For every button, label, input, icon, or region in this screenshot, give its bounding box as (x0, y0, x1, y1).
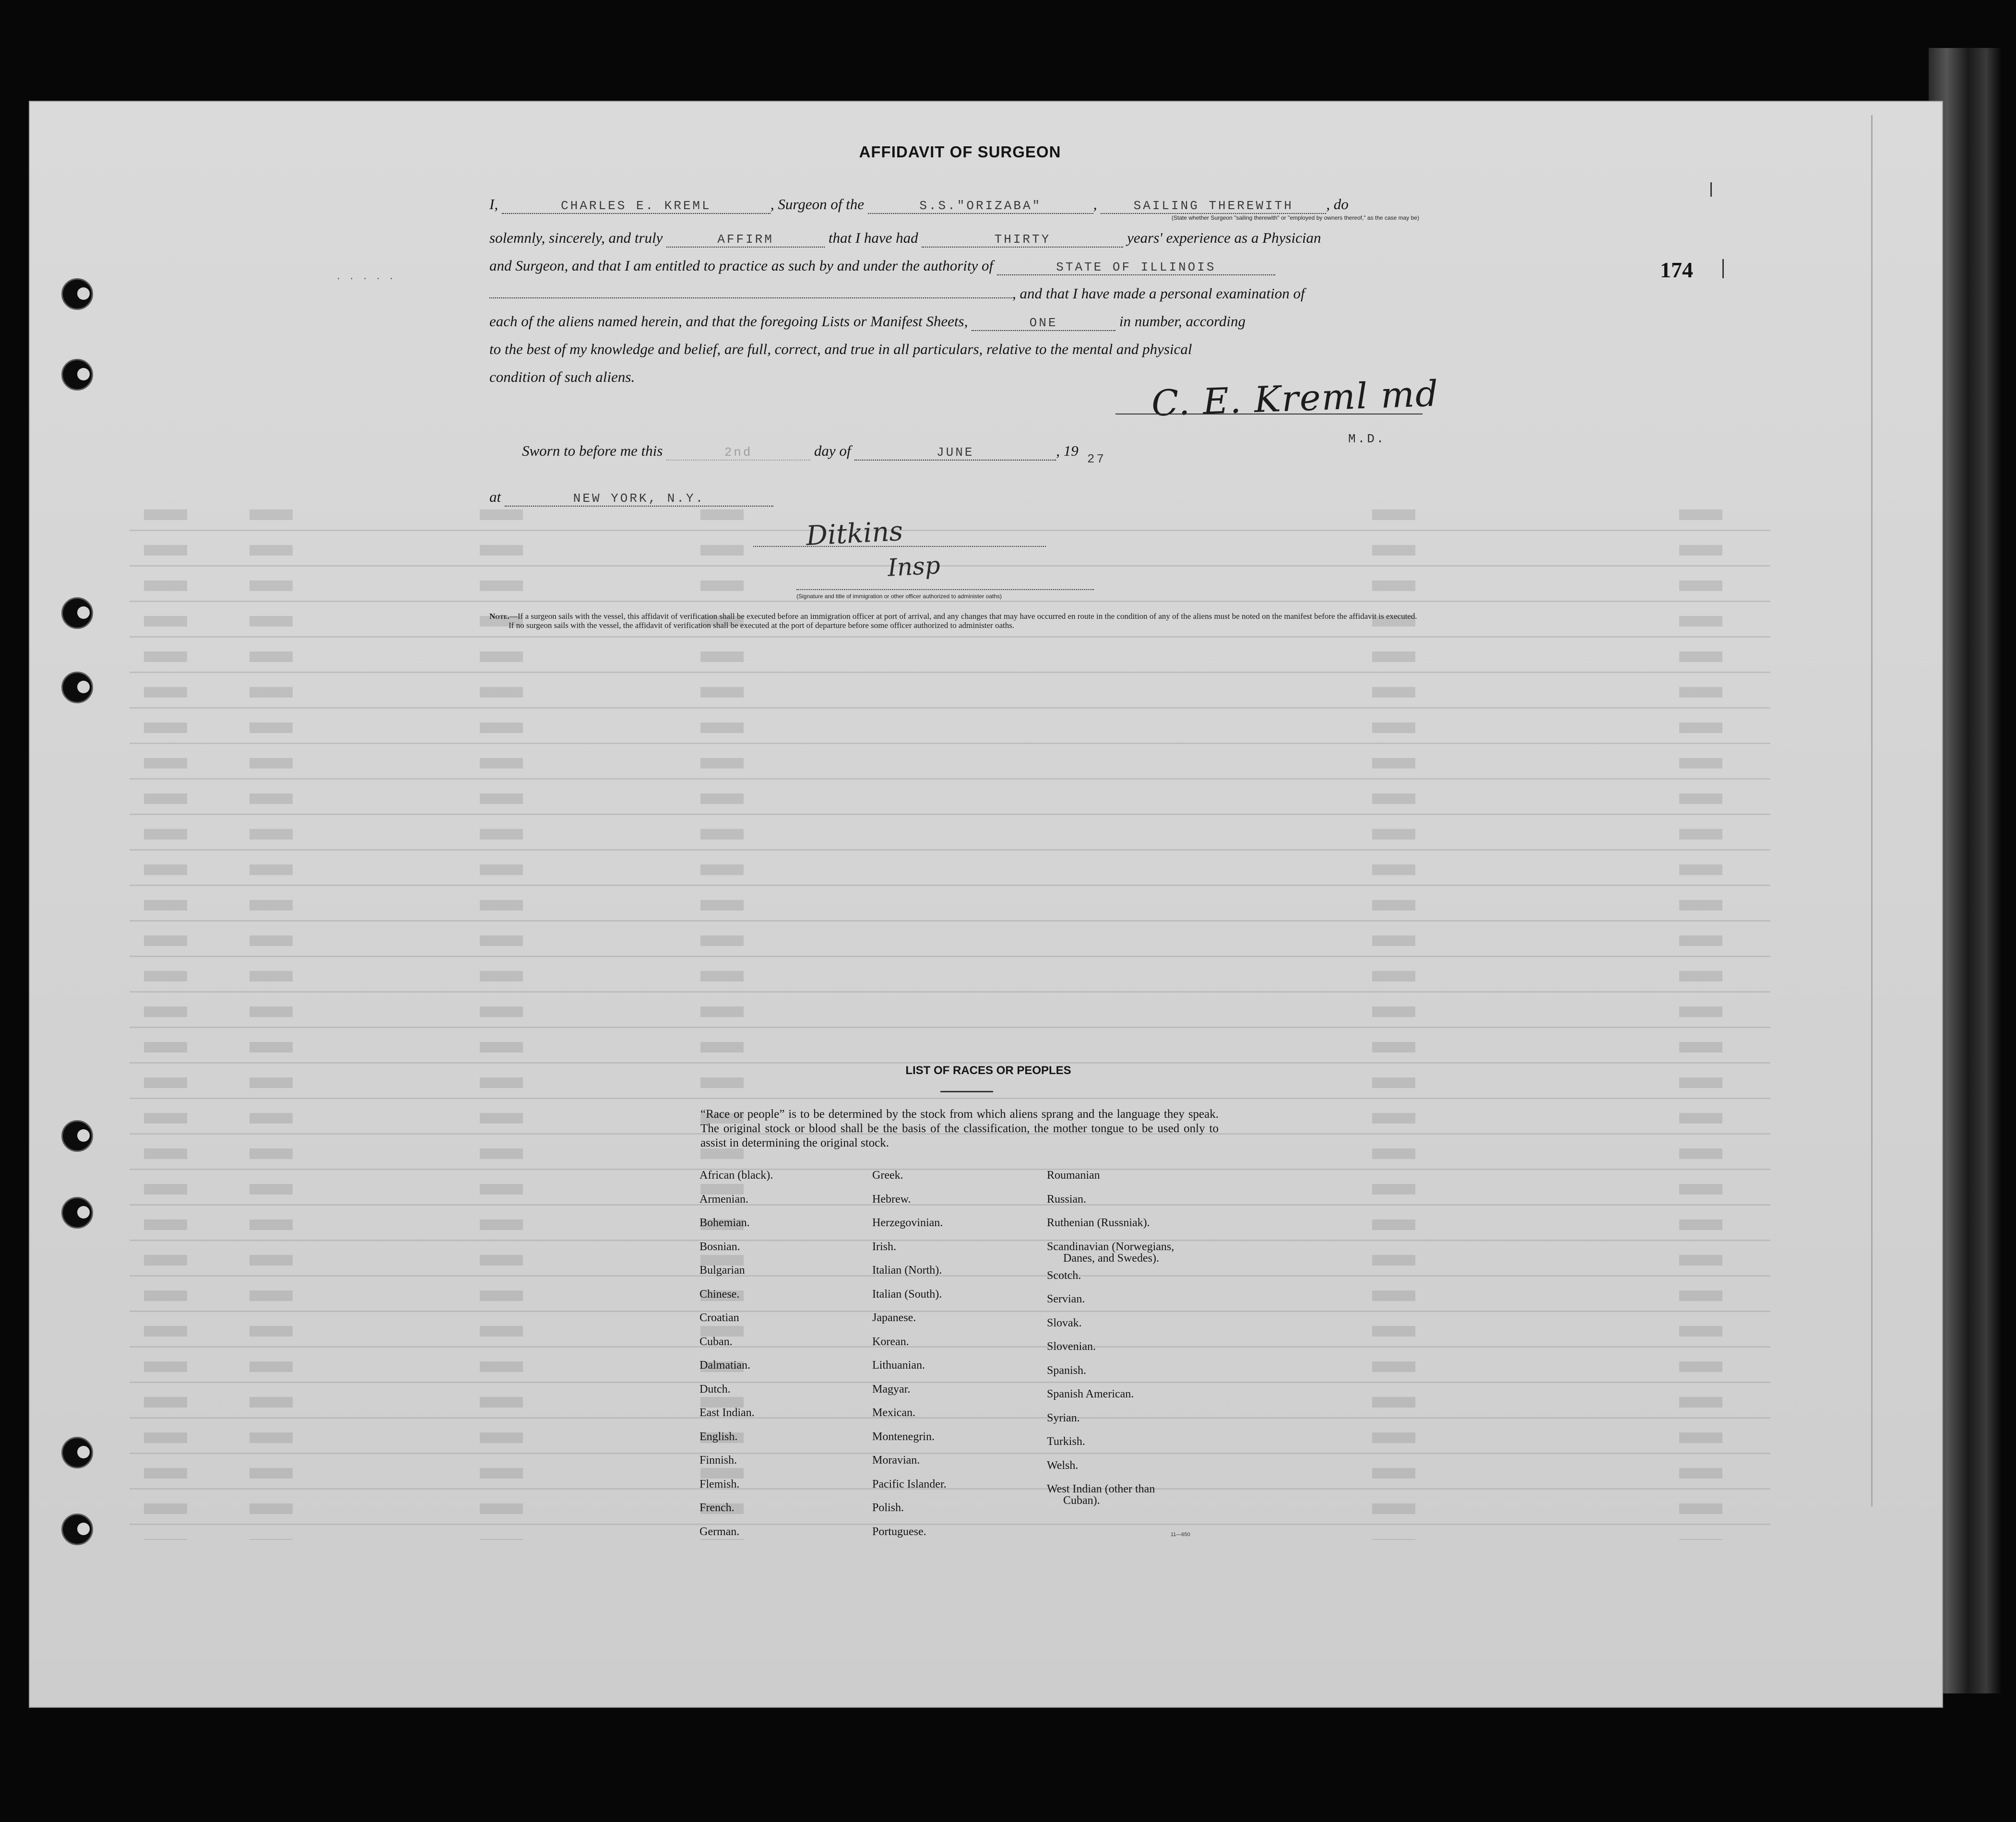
binder-hole (61, 672, 93, 703)
capacity-field: SAILING THEREWITH (1101, 199, 1326, 214)
race-item: Bosnian. (700, 1240, 740, 1253)
officer-signature: Ditkins (805, 515, 904, 552)
binder-hole (61, 1514, 93, 1545)
binder-hole (61, 359, 93, 390)
sheets-count-field: ONE (972, 316, 1115, 331)
race-item: Croatian (700, 1312, 739, 1324)
affidavit-line-7: condition of such aliens. (489, 368, 635, 385)
margin-mark: · · · · · (336, 274, 396, 284)
race-item: Armenian. (700, 1193, 748, 1206)
officer-signature-line (753, 546, 1046, 547)
page-number: 174 (1660, 258, 1693, 282)
text: Sworn to before me this (522, 442, 663, 459)
bleed-through-column (1372, 499, 1415, 1540)
race-item: Bohemian. (700, 1217, 750, 1229)
race-item: Dutch. (700, 1383, 731, 1396)
race-item: Hebrew. (872, 1193, 911, 1206)
text: in number, according (1119, 313, 1246, 330)
races-title: LIST OF RACES OR PEOPLES (905, 1064, 1071, 1077)
race-item-continuation: Cuban). (1063, 1494, 1100, 1507)
affidavit-line-3 (489, 257, 1275, 275)
race-item: Welsh. (1047, 1459, 1079, 1472)
binder-hole (61, 1197, 93, 1229)
races-title-rule (940, 1091, 993, 1092)
binder-hole (61, 1437, 93, 1468)
text: , Surgeon of the (770, 196, 864, 213)
note-label: Note. (489, 612, 510, 621)
authority-field: STATE OF ILLINOIS (997, 260, 1275, 275)
sworn-day-field: 2nd (666, 445, 810, 461)
binder-hole (61, 278, 93, 310)
surgeon-name-field: CHARLES E. KREML (502, 199, 771, 214)
race-item: Irish. (872, 1240, 896, 1253)
note-text-1: —If a surgeon sails with the vessel, this affidavit of verification shall be executed before an immigration officer at port of arrival, and any changes that may have occurred en route in the condition of any of the aliens must be noted on the manifest before the affidavit is executed. (509, 612, 1417, 621)
race-item (1047, 1235, 1174, 1264)
sheet-fold (1871, 115, 1892, 1506)
sworn-at-line (489, 488, 773, 507)
race-item: African (black). (700, 1169, 773, 1182)
race-item: French. (700, 1502, 735, 1514)
race-item: Lithuanian. (872, 1359, 925, 1372)
race-item: Magyar. (872, 1383, 911, 1396)
race-item: Spanish American. (1047, 1388, 1134, 1400)
officer-caption: (Signature and title of immigration or other officer authorized to administer oaths) (796, 593, 1002, 600)
bleed-through-rows (130, 499, 1770, 1540)
binder-hole (61, 597, 93, 629)
text: , (1093, 196, 1097, 213)
race-item: Montenegrin. (872, 1430, 935, 1443)
sworn-month-field: JUNE (854, 445, 1056, 461)
race-item: Flemish. (700, 1478, 740, 1491)
vessel-name-field: S.S."ORIZABA" (868, 199, 1093, 214)
race-item-text: West Indian (other than (1047, 1483, 1155, 1495)
race-item: Italian (North). (872, 1264, 942, 1277)
surgeon-signature: C. E. Kreml md (1150, 373, 1440, 425)
text: and Surgeon, and that I am entitled to practice as such by and under the authority of (489, 257, 994, 274)
sworn-place-field: NEW YORK, N.Y. (505, 491, 773, 507)
race-item: East Indian. (700, 1407, 755, 1419)
race-item: Italian (South). (872, 1288, 942, 1301)
affidavit-line-4 (489, 285, 1305, 302)
race-item: Turkish. (1047, 1435, 1085, 1448)
races-column-1 (700, 1164, 773, 1544)
race-item: Herzegovinian. (872, 1217, 943, 1229)
text: day of (814, 442, 851, 459)
race-item: Ruthenian (Russniak). (1047, 1217, 1150, 1229)
race-item: Syrian. (1047, 1411, 1080, 1424)
text: years' experience as a Physician (1127, 229, 1321, 246)
md-suffix: M.D. (1348, 432, 1386, 446)
oath-field: AFFIRM (666, 232, 825, 248)
race-item: Roumanian (1047, 1169, 1100, 1182)
bleed-through-column (1679, 499, 1722, 1540)
race-item: Finnish. (700, 1454, 737, 1467)
bleed-through-column (480, 499, 523, 1540)
margin-tick (1710, 182, 1712, 197)
race-item: Servian. (1047, 1293, 1085, 1305)
years-field: THIRTY (922, 232, 1123, 248)
races-column-2 (872, 1164, 947, 1544)
race-item: Greek. (872, 1169, 903, 1182)
affidavit-line-5 (489, 313, 1245, 331)
capacity-note: (State whether Surgeon "sailing therewith" or "employed by owners thereof," as the case may be) (1172, 214, 1419, 221)
text: solemnly, sincerely, and truly (489, 229, 663, 246)
race-item: Chinese. (700, 1288, 740, 1301)
race-item (1047, 1478, 1174, 1506)
sworn-line (522, 442, 1111, 466)
text: at (489, 488, 501, 505)
race-item: Bulgarian (700, 1264, 745, 1277)
authority-continued-field (489, 297, 1012, 298)
page-number-tick (1722, 259, 1724, 278)
affidavit-line-1 (489, 196, 1349, 214)
note-text-2: If no surgeon sails with the vessel, the affidavit of verification shall be executed at the port of departure before some officer authorized to administer oaths. (509, 621, 1015, 630)
race-item: Japanese. (872, 1312, 916, 1324)
bleed-through-column (144, 499, 187, 1540)
text: , and that I have made a personal examination of (1012, 285, 1305, 302)
sworn-year-field: 27 (1087, 452, 1106, 466)
race-item: English. (700, 1430, 738, 1443)
race-item: Spanish. (1047, 1364, 1087, 1377)
race-item: Cuban. (700, 1335, 733, 1348)
affidavit-line-6: to the best of my knowledge and belief, are full, correct, and true in all particulars, relative to the mental and physical (489, 341, 1192, 357)
race-item: German. (700, 1525, 740, 1538)
race-item: Portuguese. (872, 1525, 926, 1538)
bleed-through-column (249, 499, 293, 1540)
form-number: 11—650 (1171, 1532, 1190, 1538)
race-item: Slovak. (1047, 1316, 1082, 1329)
affidavit-line-2 (489, 229, 1321, 248)
race-item: Moravian. (872, 1454, 920, 1467)
text: , 19 (1056, 442, 1079, 459)
officer-title: Insp (887, 551, 941, 582)
race-item: Dalmatian. (700, 1359, 750, 1372)
race-item: Korean. (872, 1335, 909, 1348)
affidavit-title: AFFIDAVIT OF SURGEON (859, 143, 1061, 161)
race-item-continuation: Danes, and Swedes). (1063, 1252, 1159, 1265)
text: that I have had (828, 229, 918, 246)
text: , do (1326, 196, 1349, 213)
race-item: Polish. (872, 1502, 904, 1514)
officer-title-line (796, 589, 1094, 590)
binder-hole (61, 1120, 93, 1152)
text: I, (489, 196, 498, 213)
races-column-3 (1047, 1164, 1174, 1506)
race-item: Russian. (1047, 1193, 1087, 1206)
race-item: Slovenian. (1047, 1340, 1096, 1353)
race-item: Pacific Islander. (872, 1478, 947, 1491)
race-item: Scotch. (1047, 1269, 1081, 1282)
race-item: Mexican. (872, 1407, 915, 1419)
races-intro: “Race or people” is to be determined by the stock from which aliens sprang and the language they speak. The original stock or blood shall be the basis of the classification, the mother tongue to be used only to assist in determining the original stock. (700, 1108, 1219, 1149)
race-item-text: Scandinavian (Norwegians, (1047, 1240, 1174, 1253)
affidavit-note (489, 612, 1430, 630)
text: each of the aliens named herein, and that the foregoing Lists or Manifest Sheets, (489, 313, 968, 330)
